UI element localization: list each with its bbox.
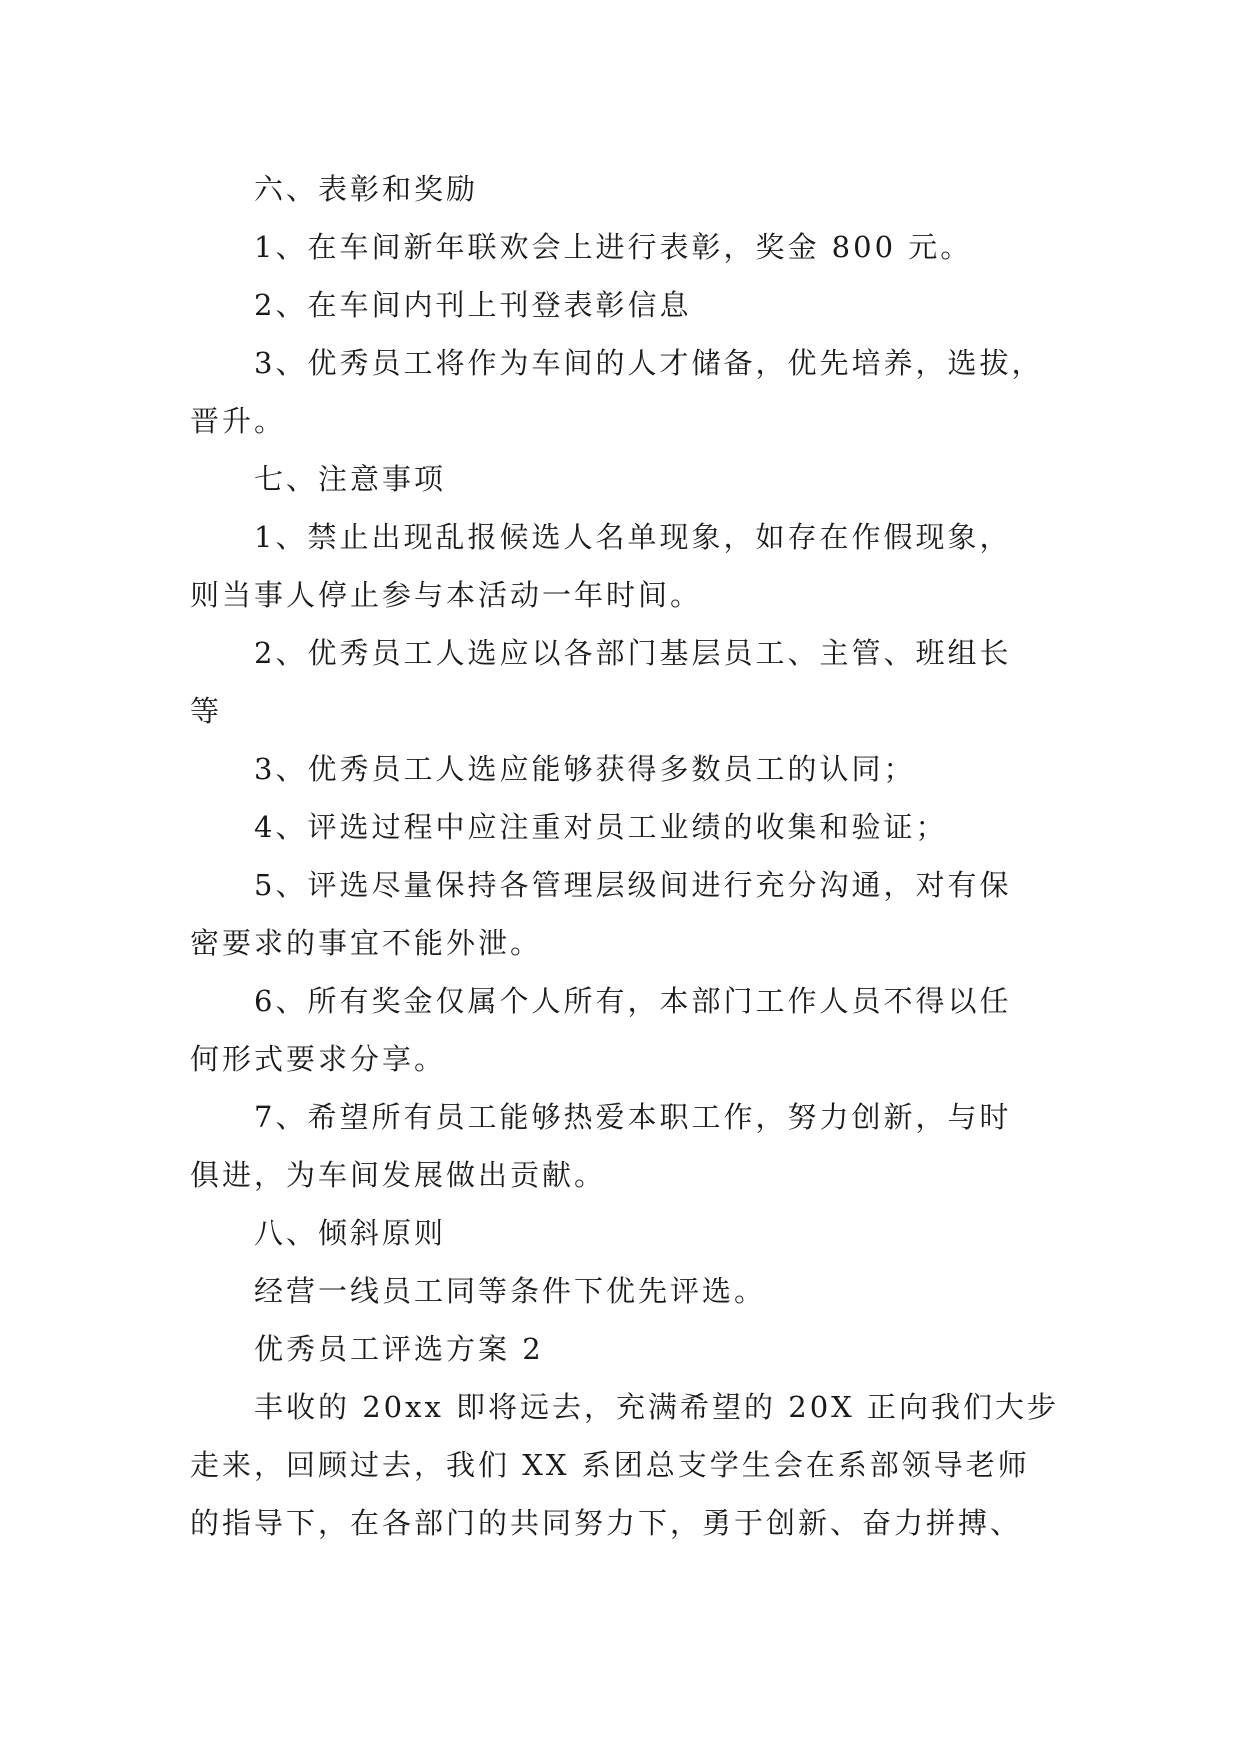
paragraph-line: 1、禁止出现乱报候选人名单现象，如存在作假现象， xyxy=(254,520,1012,554)
section-heading-commendation: 六、表彰和奖励 xyxy=(254,172,479,206)
section-heading-preference: 八、倾斜原则 xyxy=(254,1216,447,1250)
paragraph-line: 等 xyxy=(190,694,223,728)
paragraph-line: 3、优秀员工将作为车间的人才储备，优先培养，选拔， xyxy=(254,346,1044,380)
paragraph-line: 则当事人停止参与本活动一年时间。 xyxy=(190,578,703,612)
paragraph-line: 2、在车间内刊上刊登表彰信息 xyxy=(254,288,692,322)
paragraph-line: 2、优秀员工人选应以各部门基层员工、主管、班组长 xyxy=(254,636,1012,670)
paragraph-line: 晋升。 xyxy=(190,404,287,438)
paragraph-line: 经营一线员工同等条件下优先评选。 xyxy=(254,1274,767,1308)
paragraph-line: 5、评选尽量保持各管理层级间进行充分沟通，对有保 xyxy=(254,868,1012,902)
document-subtitle: 优秀员工评选方案 2 xyxy=(254,1332,544,1366)
paragraph-line: 俱进，为车间发展做出贡献。 xyxy=(190,1158,607,1192)
paragraph-line: 何形式要求分享。 xyxy=(190,1042,447,1076)
paragraph-line: 丰收的 20xx 即将远去，充满希望的 20X 正向我们大步 xyxy=(254,1390,1060,1424)
paragraph-line: 走来，回顾过去，我们 XX 系团总支学生会在系部领导老师 xyxy=(190,1448,1030,1482)
document-body xyxy=(190,160,1070,1552)
paragraph-line: 3、优秀员工人选应能够获得多数员工的认同； xyxy=(254,752,916,786)
paragraph-line: 4、评选过程中应注重对员工业绩的收集和验证； xyxy=(254,810,948,844)
paragraph-line: 1、在车间新年联欢会上进行表彰，奖金 800 元。 xyxy=(254,230,973,264)
paragraph-line: 7、希望所有员工能够热爱本职工作，努力创新，与时 xyxy=(254,1100,1012,1134)
paragraph-line: 的指导下，在各部门的共同努力下，勇于创新、奋力拼搏、 xyxy=(190,1506,1023,1540)
paragraph-line: 6、所有奖金仅属个人所有，本部门工作人员不得以任 xyxy=(254,984,1012,1018)
paragraph-line: 密要求的事宜不能外泄。 xyxy=(190,926,543,960)
section-heading-notes: 七、注意事项 xyxy=(254,462,447,496)
